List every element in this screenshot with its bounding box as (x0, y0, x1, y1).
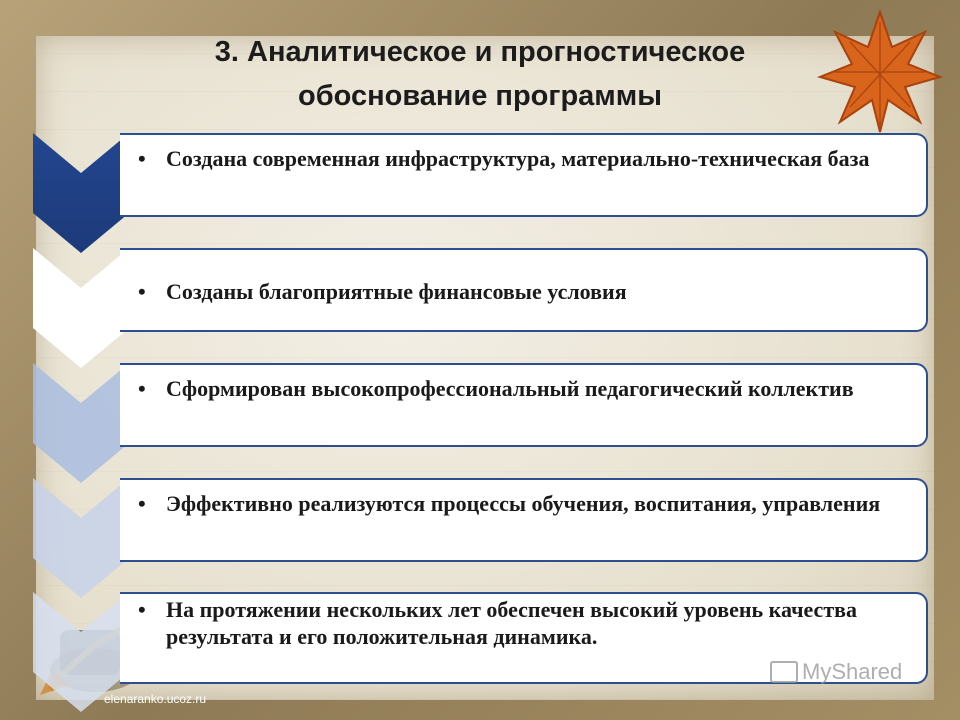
list-item-text: Эффективно реализуются процессы обучения, воспитания, управления (166, 491, 881, 516)
list-item-text: Сформирован высокопрофессиональный педагогический коллектив (166, 376, 854, 401)
source-url: elenaranko.ucoz.ru (104, 692, 207, 706)
chevron-marker-3 (33, 363, 129, 483)
chevron-marker-2 (33, 248, 129, 368)
list-item-text: Созданы благоприятные финансовые условия (166, 279, 627, 304)
title-line-1: 3. Аналитическое и прогностическое (214, 36, 746, 68)
chevron-marker-4 (33, 478, 129, 598)
chevron-marker-1 (33, 133, 129, 253)
myshared-watermark (770, 659, 902, 685)
bullet: • (138, 597, 146, 622)
watermark-text: MyShared (802, 659, 903, 684)
bullet: • (138, 146, 146, 171)
title-line-2: обоснование программы (298, 80, 662, 112)
presentation-icon (770, 661, 798, 683)
list-item (120, 363, 928, 447)
bullet: • (138, 279, 146, 304)
list-item (120, 478, 928, 562)
list-item-text: Создана современная инфраструктура, материально-техническая база (166, 146, 870, 171)
list-item (120, 133, 928, 217)
bullet: • (138, 376, 146, 401)
list-item-text: На протяжении нескольких лет обеспечен высокий уровень качества результата и его положительная динамика. (166, 597, 858, 649)
bullet: • (138, 491, 146, 516)
list-item (120, 248, 928, 332)
slide-title (110, 30, 850, 118)
